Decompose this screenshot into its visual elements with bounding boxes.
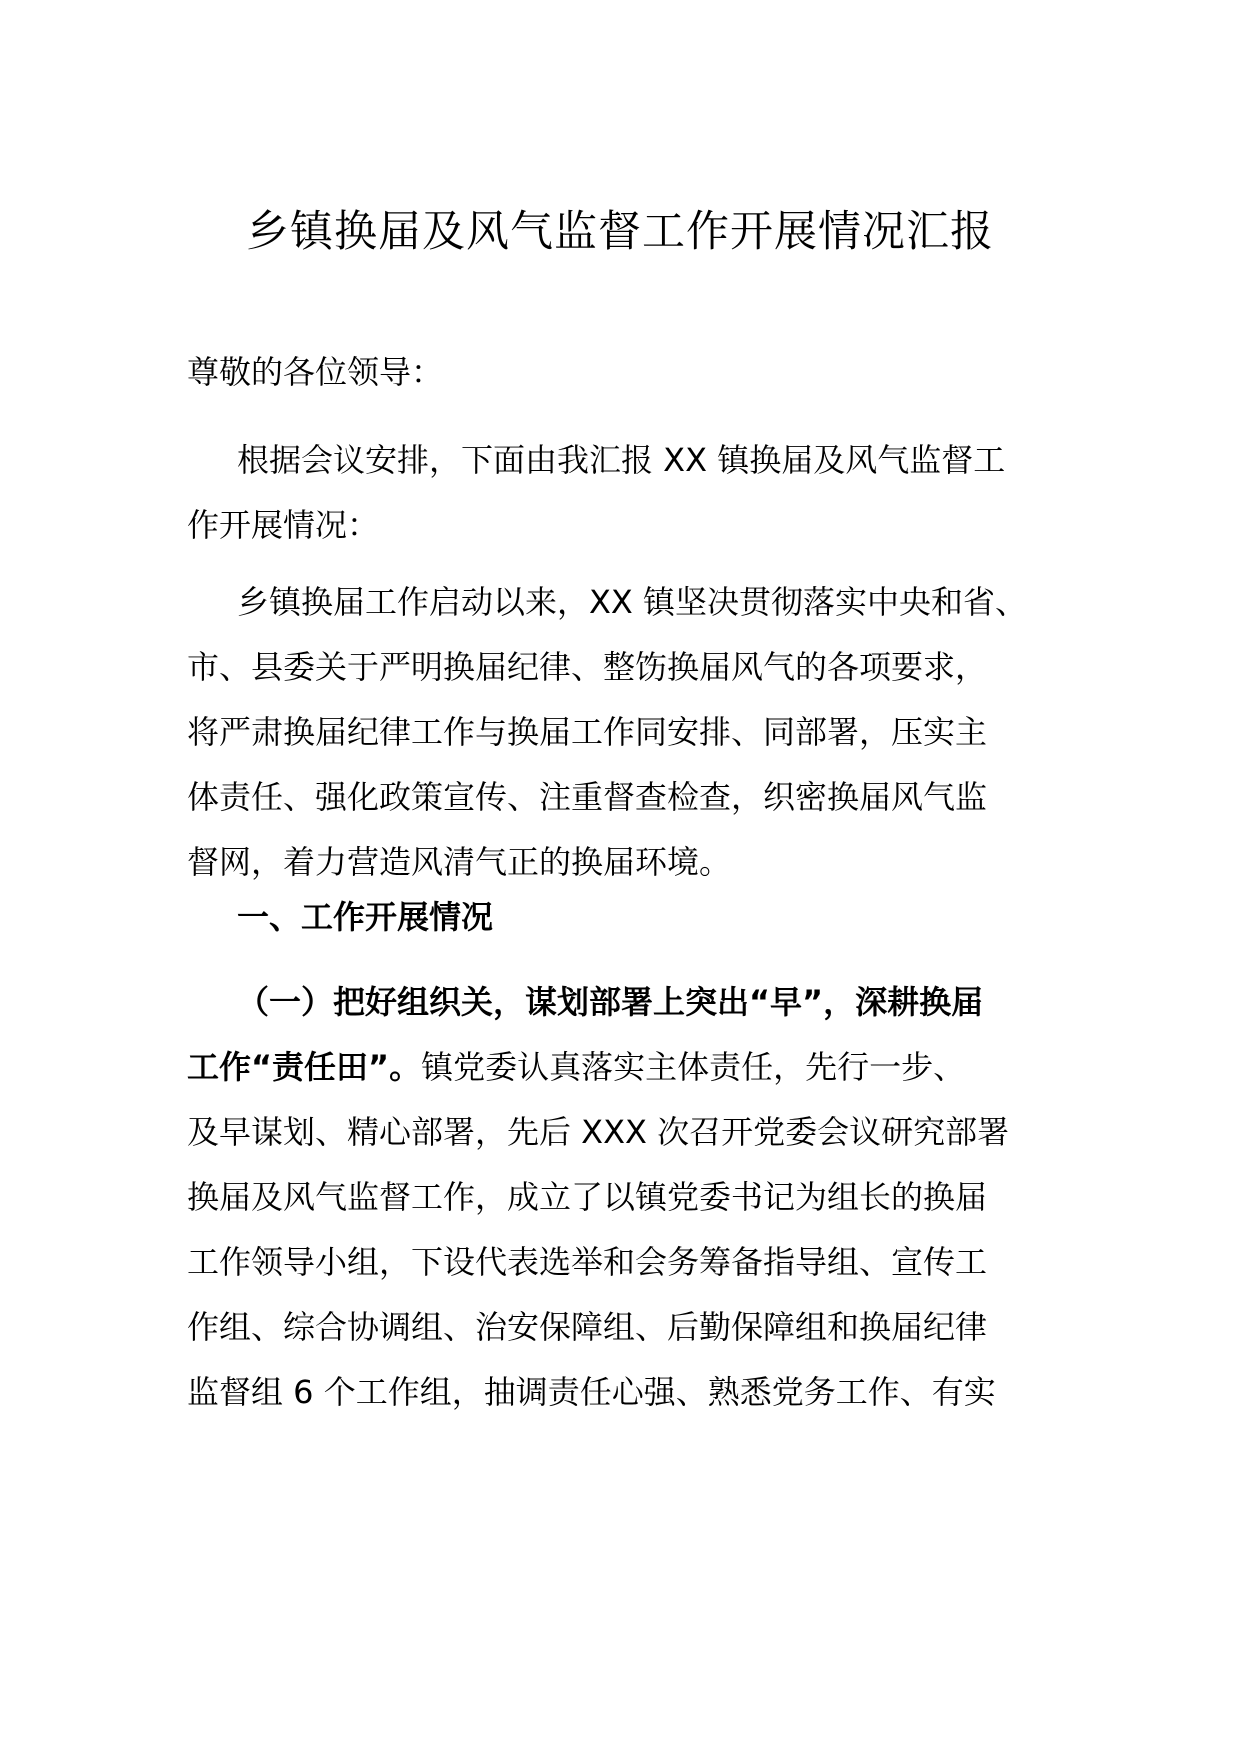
paragraph-line-rest: 镇党委认真落实主体责任，先行一步、 [421, 1048, 966, 1086]
subsection-heading-end: 工作“责任田”。 [187, 1048, 422, 1086]
paragraph-line: 体责任、强化政策宣传、注重督查检查，织密换届风气监 [187, 778, 988, 816]
paragraph-line [187, 1035, 1057, 1100]
section-heading-text: 一、工作开展情况 [237, 898, 494, 936]
paragraph-line: 换届及风气监督工作，成立了以镇党委书记为组长的换届 [187, 1178, 988, 1216]
paragraph-line: 市、县委关于严明换届纪律、整饬换届风气的各项要求， [187, 648, 988, 686]
intro-paragraph [187, 428, 1057, 558]
subsection-heading-line: （一）把好组织关，谋划部署上突出“早”，深耕换届 [237, 983, 984, 1021]
paragraph-line: 工作领导小组，下设代表选举和会务筹备指导组、宣传工 [187, 1243, 988, 1281]
document-title: 乡镇换届及风气监督工作开展情况汇报 [246, 207, 994, 257]
paragraph-line: 监督组 6 个工作组，抽调责任心强、熟悉党务工作、有实 [187, 1373, 996, 1411]
paragraph-line: 根据会议安排，下面由我汇报 XX 镇换届及风气监督工 [237, 441, 1006, 479]
paragraph-line: 及早谋划、精心部署，先后 XXX 次召开党委会议研究部署 [187, 1113, 1010, 1151]
salutation [187, 340, 1057, 405]
paragraph-line: 乡镇换届工作启动以来，XX 镇坚决贯彻落实中央和省、 [237, 583, 1028, 621]
salutation-text: 尊敬的各位领导： [187, 353, 444, 391]
paragraph-line: 督网，着力营造风清气正的换届环境。 [187, 843, 732, 881]
paragraph-line: 作组、综合协调组、治安保障组、后勤保障组和换届纪律 [187, 1308, 988, 1346]
section-heading [187, 885, 1057, 950]
paragraph-line: 将严肃换届纪律工作与换届工作同安排、同部署，压实主 [187, 713, 988, 751]
overview-paragraph [187, 570, 1057, 895]
paragraph-line: 作开展情况： [187, 506, 380, 544]
subsection-paragraph [187, 970, 1057, 1425]
